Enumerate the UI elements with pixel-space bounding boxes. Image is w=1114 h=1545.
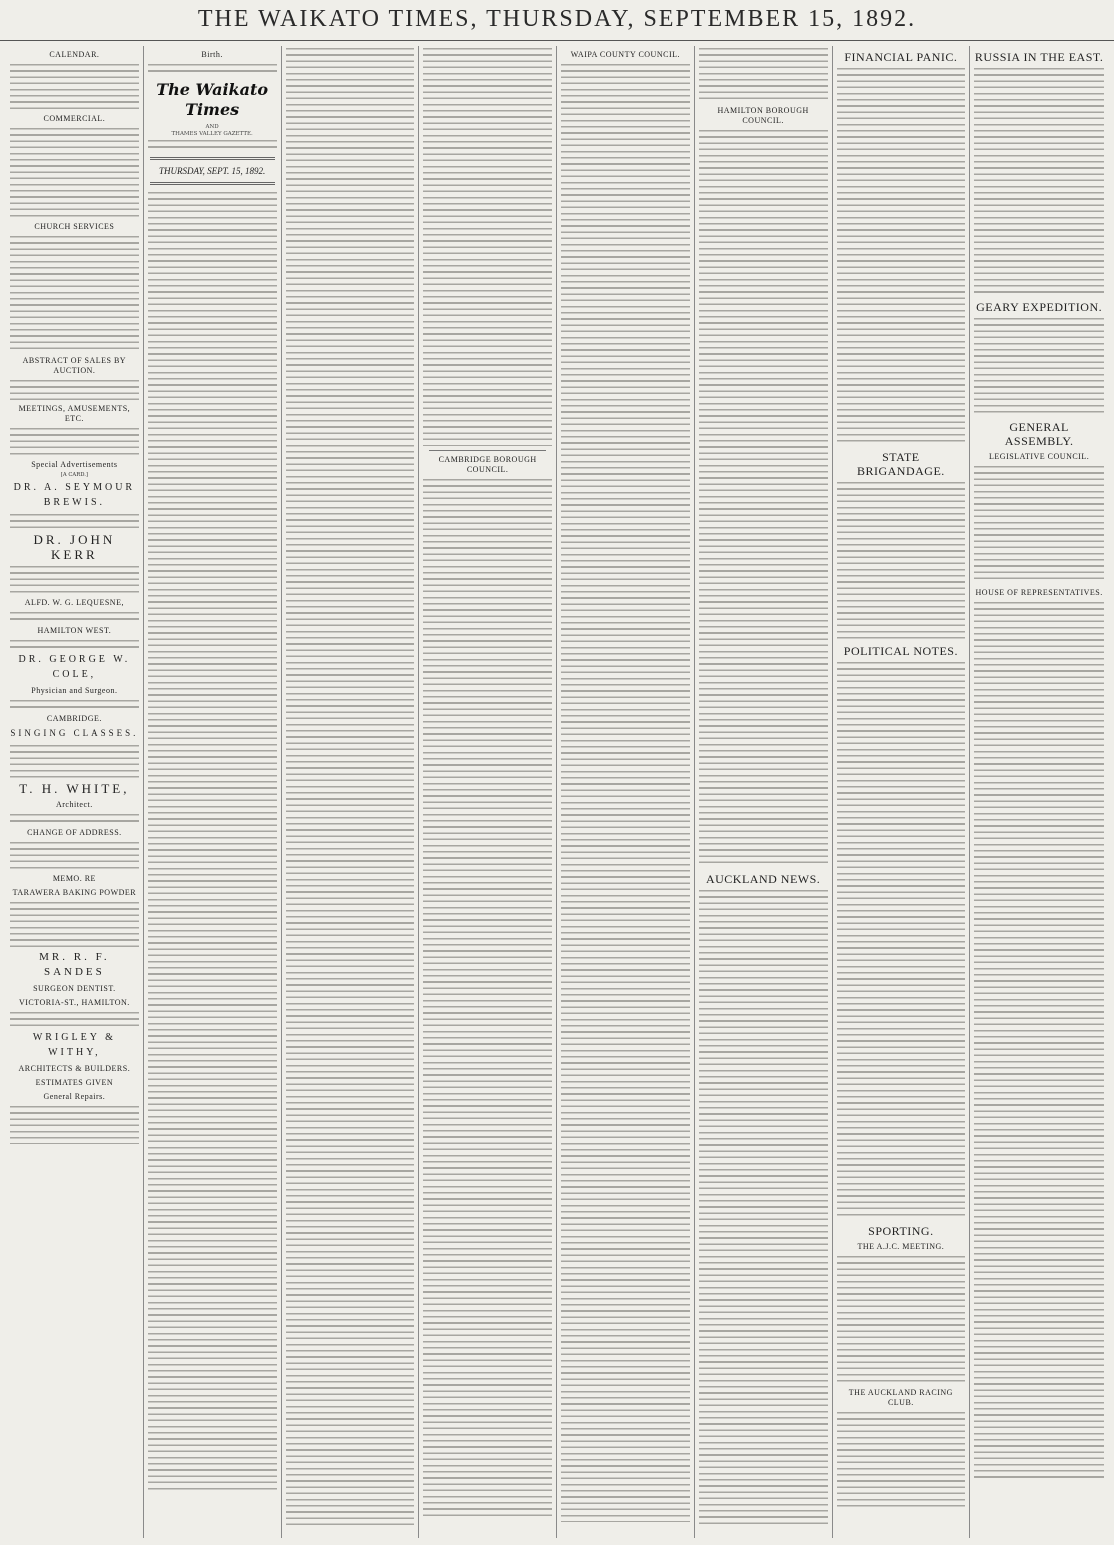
legislative-council-text (974, 464, 1104, 584)
birth-text (148, 62, 277, 76)
ad-hamilton-west: HAMILTON WEST. (37, 626, 112, 636)
sporting-heading: SPORTING. (868, 1224, 934, 1238)
racing-club-heading: THE AUCKLAND RACING CLUB. (848, 1388, 953, 1407)
ad-wrigley-sub: ARCHITECTS & BUILDERS. (18, 1064, 131, 1074)
ad-wrigley: WRIGLEY & WITHY, (32, 1032, 116, 1059)
ad-sandes-sub: SURGEON DENTIST. (33, 984, 116, 994)
ad-change-text (10, 840, 139, 870)
paper-title: The Waikato Times (156, 80, 269, 119)
legislative-council-heading: LEGISLATIVE COUNCIL. (989, 452, 1090, 461)
paper-subtitle: THAMES VALLEY GAZETTE. (171, 131, 253, 138)
waipa-council-heading: WAIPA COUNTY COUNCIL. (570, 50, 680, 59)
ad-lequesne: ALFD. W. G. LEQUESNE, (24, 598, 124, 608)
auckland-news-text (699, 888, 828, 1528)
local-news-1 (423, 46, 552, 446)
hamilton-council-heading: HAMILTON BOROUGH COUNCIL. (717, 106, 809, 125)
column-4 (419, 46, 557, 1538)
date-rule (150, 182, 275, 185)
ad-sandes-text (10, 1010, 139, 1028)
ad-lequesne-text (10, 610, 139, 622)
column-5 (557, 46, 695, 1538)
calendar-heading: CALENDAR. (49, 50, 100, 59)
ad-sandes: MR. R. F. SANDES (39, 951, 110, 979)
state-brigandage-text (837, 480, 966, 640)
waipa-council-text (561, 62, 690, 1522)
issue-date: THURSDAY, SEPT. 15, 1892. (158, 166, 266, 177)
ad-kerr: DR. JOHN KERR (33, 532, 116, 563)
birth-heading: Birth. (201, 50, 223, 59)
ad-white: T. H. WHITE, (19, 781, 130, 797)
council-continued (699, 46, 828, 102)
abstract-heading: ABSTRACT OF SALES BY AUCTION. (22, 356, 127, 375)
masthead (0, 0, 1114, 41)
meetings-heading: MEETINGS, AMUSEMENTS, ETC. (18, 404, 131, 423)
commercial-text (10, 126, 139, 218)
russia-text (974, 66, 1104, 296)
title-rule (150, 157, 275, 160)
financial-panic-text (837, 66, 966, 446)
ad-white-sub: Architect. (55, 800, 93, 810)
column-8 (970, 46, 1108, 1538)
calendar-text (10, 62, 139, 110)
column-3 (282, 46, 420, 1538)
commercial-heading: COMMERCIAL. (43, 114, 106, 123)
column-1 (6, 46, 144, 1538)
columns (6, 46, 1108, 1538)
ad-cole-sub: Physician and Surgeon. (31, 686, 118, 696)
ad-tarawera: TARAWERA BAKING POWDER (12, 888, 137, 898)
paper-and: AND (205, 124, 219, 130)
ad-memo: MEMO. RE (52, 874, 96, 884)
russia-heading: RUSSIA IN THE EAST. (974, 50, 1104, 64)
general-assembly-heading: GENERAL ASSEMBLY. (1004, 420, 1074, 448)
ad-repairs-text (10, 1104, 139, 1144)
house-heading: HOUSE OF REPRESENTATIVES. (975, 588, 1103, 597)
geary-heading: GEARY EXPEDITION. (976, 300, 1103, 314)
racing-club-text (837, 1410, 966, 1510)
ad-tarawera-text (10, 900, 139, 948)
ad-singing: SINGING CLASSES. (10, 728, 139, 739)
paper-motto (148, 138, 277, 152)
column-7 (833, 46, 971, 1538)
card-label: [A CARD.] (60, 472, 88, 478)
editorial-continued (286, 46, 415, 1526)
state-brigandage-heading: STATE BRIGANDAGE. (856, 450, 945, 478)
financial-panic-heading: FINANCIAL PANIC. (844, 50, 958, 64)
hamilton-council-text (699, 128, 828, 868)
church-services-text (10, 234, 139, 352)
ad-cole-text (10, 698, 139, 710)
ad-cole: DR. GEORGE W. COLE, (18, 654, 131, 681)
masthead-title: THE WAIKATO TIMES, THURSDAY, SEPTEMBER 15, 1892. (197, 6, 917, 32)
ad-change: CHANGE OF ADDRESS. (27, 828, 122, 838)
ad-brewis-text (10, 512, 139, 530)
house-text (974, 600, 1104, 1480)
ajc-text (837, 1254, 966, 1384)
cambridge-council-text (423, 477, 552, 1517)
ad-hamilton-west-text (10, 638, 139, 650)
ajc-heading: THE A.J.C. MEETING. (857, 1242, 945, 1251)
column-6 (695, 46, 833, 1538)
auckland-news-heading: AUCKLAND NEWS. (705, 872, 821, 886)
ad-singing-text (10, 743, 139, 779)
ad-white-text (10, 812, 139, 824)
ad-estimates: ESTIMATES GIVEN (35, 1078, 114, 1088)
ad-sandes-address: VICTORIA-ST., HAMILTON. (18, 998, 130, 1008)
ad-repairs: General Repairs. (43, 1092, 106, 1102)
special-ads-heading: Special Advertisements (31, 460, 118, 469)
ad-brewis: DR. A. SEYMOUR BREWIS. (13, 482, 136, 509)
cambridge-council-heading: CAMBRIDGE BOROUGH COUNCIL. (438, 455, 537, 474)
abstract-text (10, 378, 139, 400)
church-services-heading: CHURCH SERVICES (34, 222, 115, 231)
column-2 (144, 46, 282, 1538)
political-notes-text (837, 660, 966, 1220)
leader-article (148, 190, 277, 1490)
ad-cambridge: CAMBRIDGE. (46, 714, 102, 724)
meetings-text (10, 426, 139, 456)
geary-text (974, 316, 1104, 416)
political-notes-heading: POLITICAL NOTES. (843, 644, 958, 658)
rule (429, 450, 546, 451)
ad-kerr-text (10, 564, 139, 594)
